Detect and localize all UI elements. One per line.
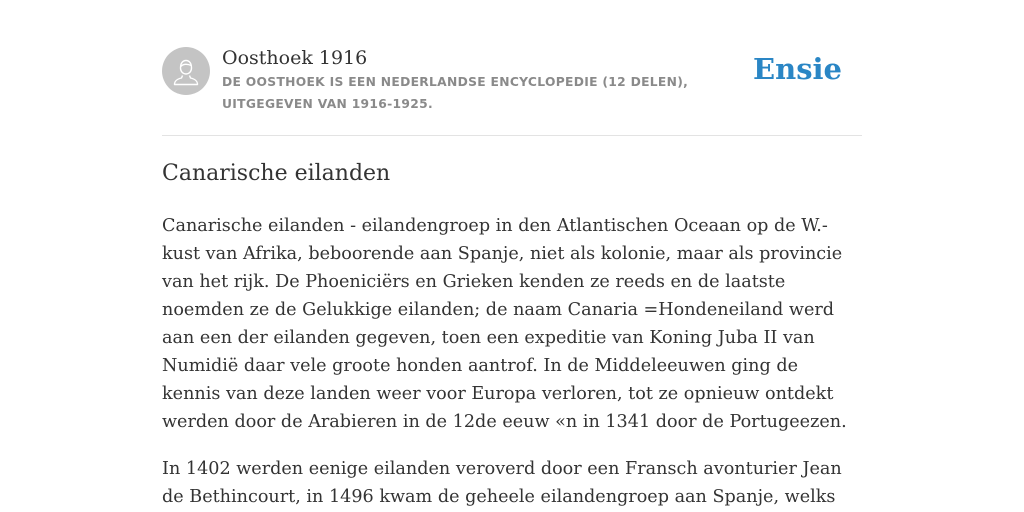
source-header [162,47,862,135]
article-title: Canarische eilanden [162,161,391,186]
header-divider [162,135,862,136]
source-name[interactable]: Oosthoek 1916 [222,47,368,69]
ensie-logo[interactable]: Ensie [753,52,842,86]
article-paragraph: In 1402 werden eenige eilanden veroverd door een Fransch avonturier Jean de Bethincourt, in 1496 kwam de geheele eilandengroep aan Spanje, welks [162,459,842,507]
article-body [162,212,862,512]
article-paragraph: Canarische eilanden - eilandengroep in den Atlantischen Oceaan op de W.-kust van Afrika, beboorende aan Spanje, niet als kolonie, maar als provincie van het rijk. De Phoeniciërs en Grieken kenden ze reeds en de laatste noemden ze de Gelukkige eilanden; de naam Canaria =Hondeneiland werd aan een der eilanden gegeven, toen een expeditie van Koning Juba II van Numidië daar vele groote honden aantrof. In de Middeleeuwen ging de kennis van deze landen weer voor Europa verloren, tot ze opnieuw ontdekt werden door de Arabieren in de 12de eeuw «n in 1341 door de Portugeezen. [162,216,847,432]
user-avatar-icon [162,47,210,95]
source-description: DE OOSTHOEK IS EEN NEDERLANDSE ENCYCLOPEDIE (12 DELEN), UITGEGEVEN VAN 1916-1925. [222,75,689,111]
